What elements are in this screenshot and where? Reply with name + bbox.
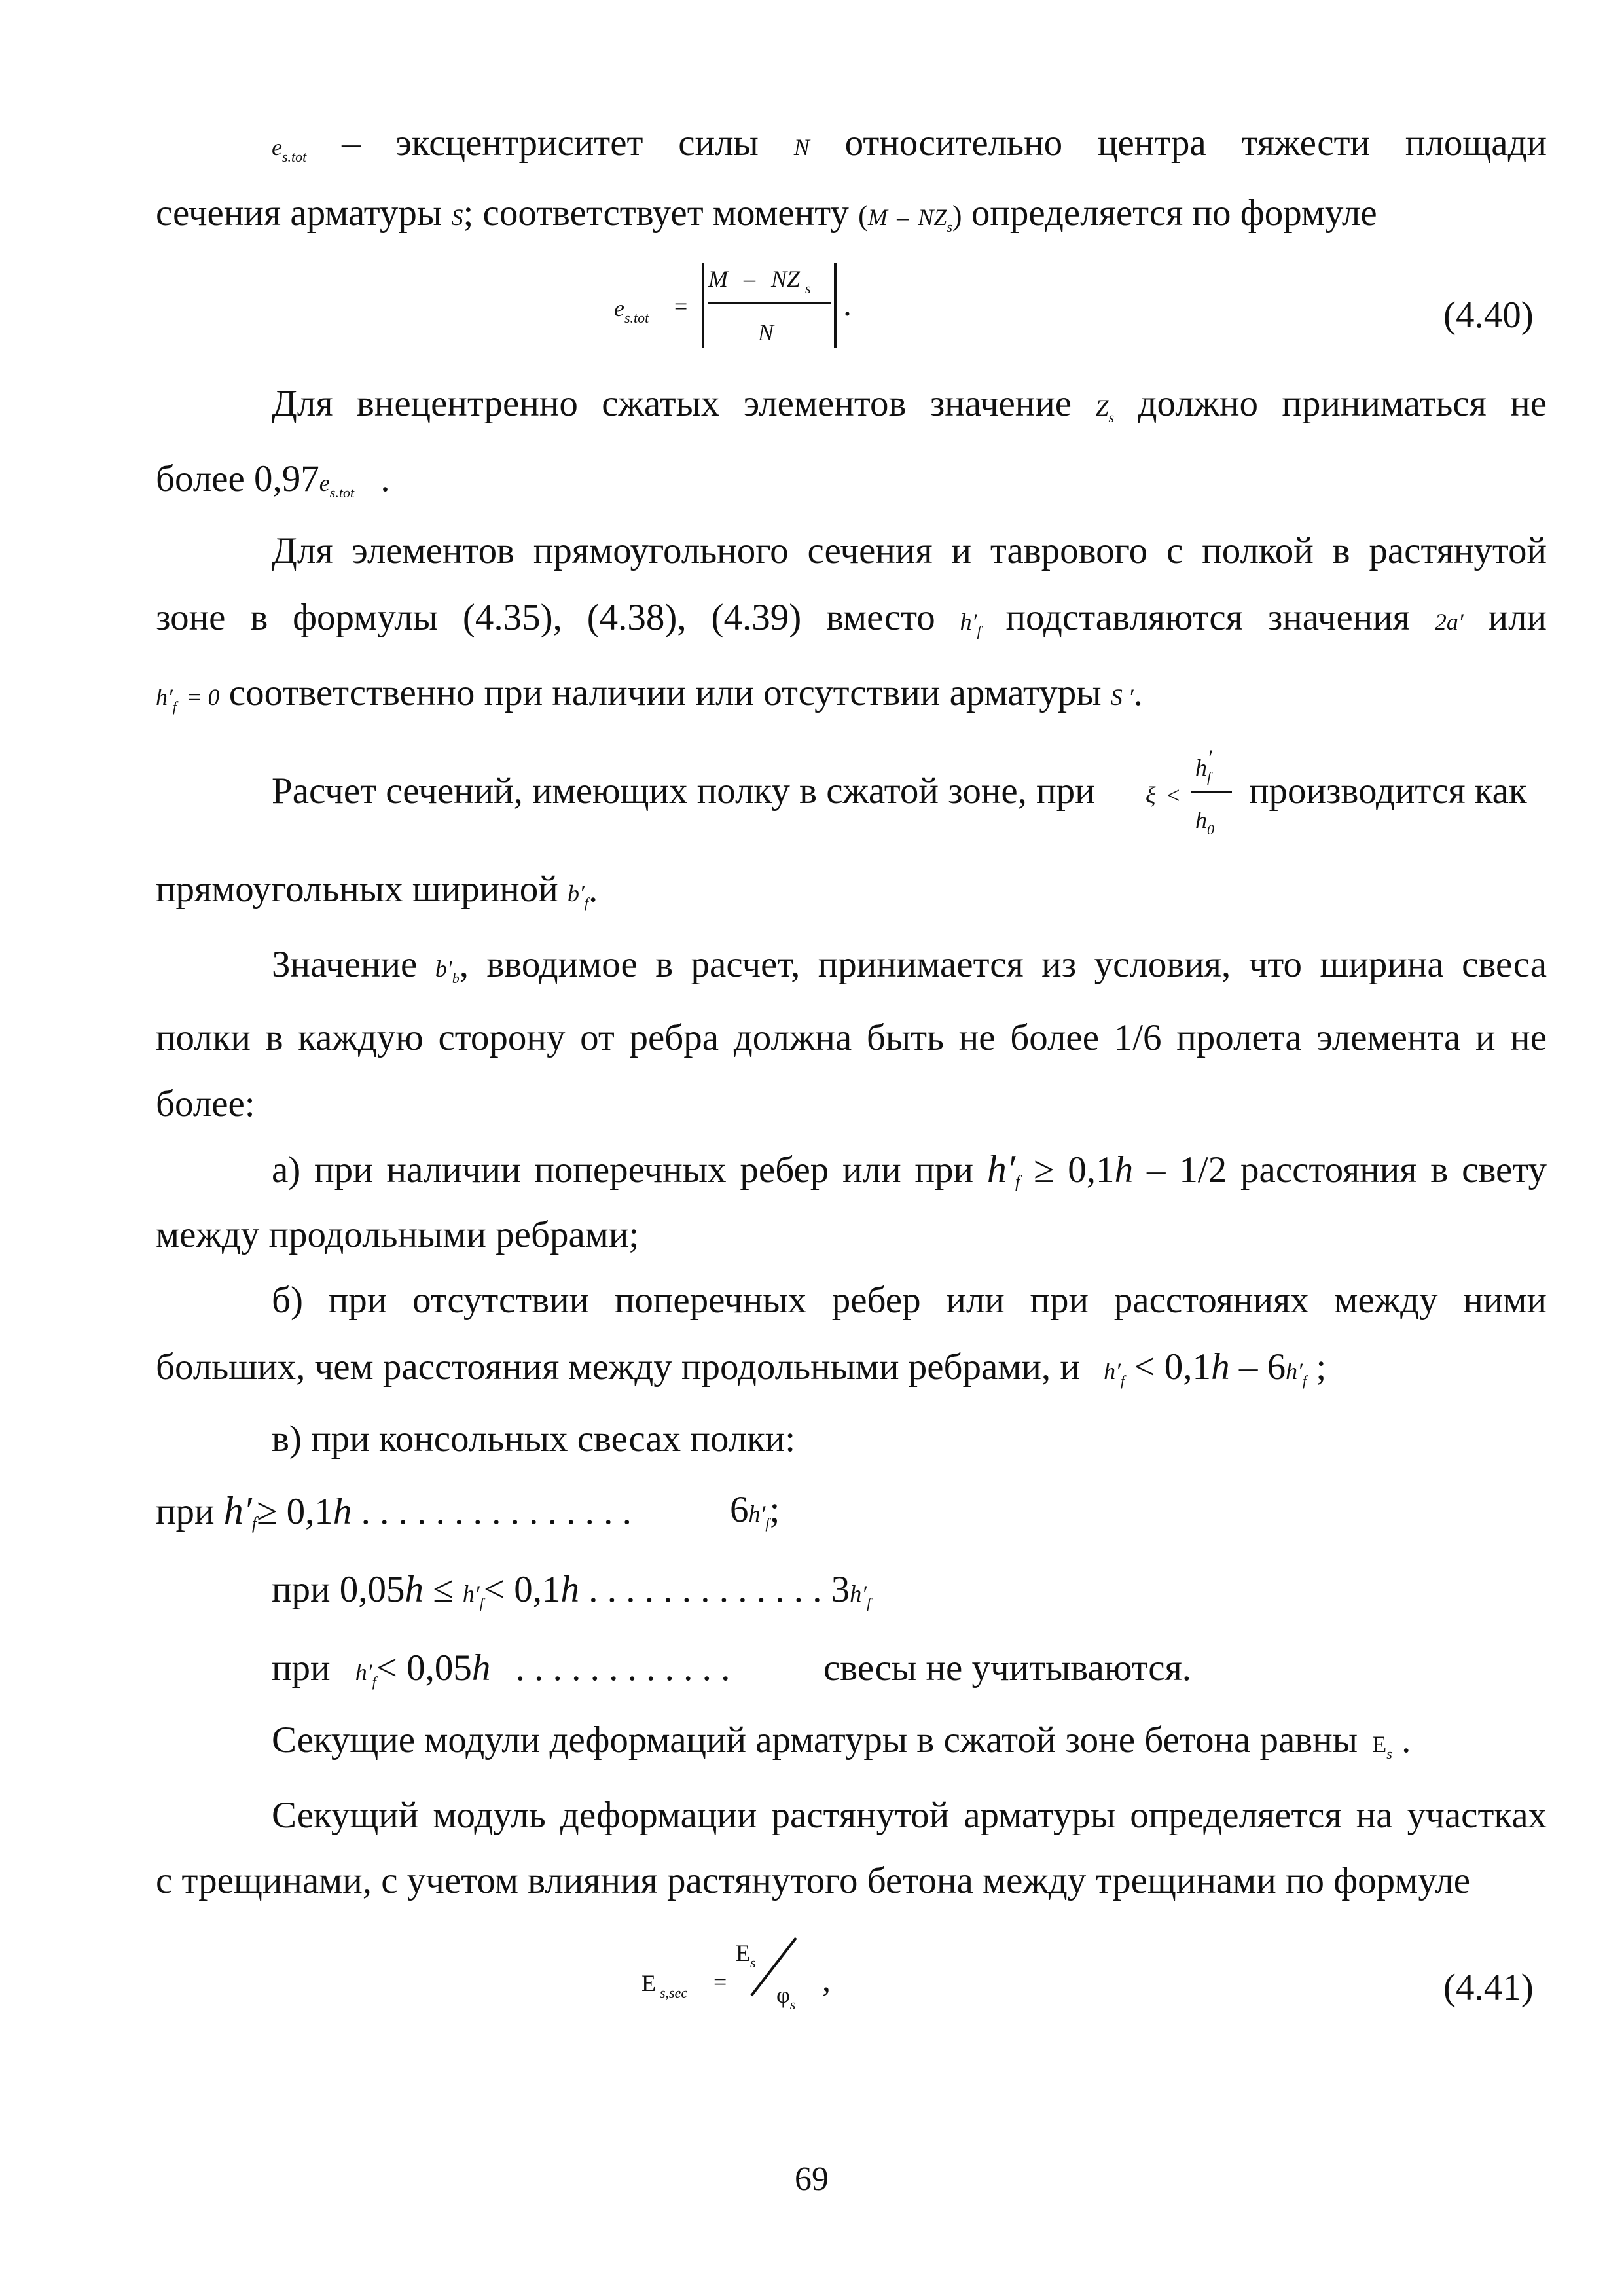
para1-line1: $e_{s.tot}$ – эксцентриситет силы N относительно центра тяжести площади — [272, 122, 1547, 165]
item-c-row1: при h′f≥ 0,1h . . . . . . . . . . . . . . . — [156, 1489, 632, 1533]
fraction-slash — [746, 1934, 805, 2000]
para7-line2: с трещинами, с учетом влияния растянутого бетона между трещинами по формуле — [156, 1860, 1471, 1901]
para4-line1: Расчет сечений, имеющих полку в сжатой зоне, при — [272, 770, 1095, 812]
document-page: $e_{s.tot}$ – эксцентриситет силы N относительно центра тяжести площади сечения арматуры S; соответствует моменту $(M - NZ_s)$ определяется по формуле es.tot = M – NZ s N . (4.40) Для внецентренно сжатых элементов значение $Z_s$ должно приниматься не более $0,97e_{s.tot}$ . Для элементов прямоугольного сечения и таврового с полкой в растянутой зоне в формулы (4.35), (4.38), (4.39) вместо $h'_f$ подставляются значения 2a′ или $h'_f = 0$ соответственно при наличии или отсутствии арматуры S ′. Расчет сечений, имеющих полку в сжатой зоне, при ξ < hf ′ h0 производится как прямоугольных шириной $b'_f$. Значение $b'_b$, вводимое в расчет, принимается из условия, что ширина свеса полки в каждую сторону от ребра должна быть не более 1/6 пролета элемента и не более: а) при наличии поперечных ребер или при h′f ≥ 0,1h – 1/2 расстояния в свету между продольными ребрами; б) при отсутствии поперечных ребер или при расстояниях между ними больших, чем расстояния между продольными ребрами, и $h'_f < 0,1h - 6h'_f$ ; в) при консольных свесах полки: при h′f≥ 0,1h . . . . . . . . . . . . . . . $6h'_f$; при $0,05h \le h'_f< 0,1h$ . . . . . . . . . . . . . $3h'_f$ при $h'_f< 0,05h$ . . . . . . . . . . . . свесы не учитываются. Секущие модули деформаций арматуры в сжатой зоне бетона равны $E_s$ . Секущий модуль деформации растянутой арматуры определяется на участках с трещинами, с учетом влияния растянутого бетона между трещинами по формуле Es,sec = Es φs , (4.41) 69 — [156, 122, 1547, 2198]
para3-line3: $h'_f = 0$ соответственно при наличии или отсутствии арматуры S ′. — [156, 672, 1143, 715]
item-c-row3-note: свесы не учитываются. — [823, 1647, 1192, 1689]
para5-line1: Значение $b'_b$, вводимое в расчет, принимается из условия, что ширина свеса — [272, 944, 1547, 986]
item-c-line1: в) при консольных свесах полки: — [272, 1418, 796, 1460]
para4-line2: прямоугольных шириной $b'_f$. — [156, 869, 598, 911]
item-c-row1-value: $6h'_f$; — [730, 1489, 780, 1532]
para7-line1: Секущий модуль деформации растянутой арматуры определяется на участках — [272, 1795, 1547, 1836]
para1-line2: сечения арматуры S; соответствует моменту $(M - NZ_s)$ определяется по формуле — [156, 192, 1377, 235]
para3-line1: Для элементов прямоугольного сечения и таврового с полкой в растянутой — [272, 530, 1547, 571]
para3-line2: зоне в формулы (4.35), (4.38), (4.39) вместо $h'_f$ подставляются значения 2a′ или — [156, 597, 1547, 639]
item-a-line2: между продольными ребрами; — [156, 1214, 640, 1255]
para5-line2: полки в каждую сторону от ребра должна быть не более 1/6 пролета элемента и не — [156, 1017, 1547, 1058]
item-a-line1: а) при наличии поперечных ребер или при h′f ≥ 0,1h – 1/2 расстояния в свету — [272, 1147, 1547, 1191]
para4-line1-end: производится как — [1249, 770, 1527, 812]
item-c-row2: при $0,05h \le h'_f< 0,1h$ . . . . . . . . . . . . . $3h'_f$ — [272, 1569, 871, 1611]
para2-line1: Для внецентренно сжатых элементов значение $Z_s$ должно приниматься не — [272, 383, 1547, 425]
item-c-row3: при $h'_f< 0,05h$ . . . . . . . . . . . . — [272, 1647, 731, 1690]
para2-line2: более $0,97e_{s.tot}$ . — [156, 458, 390, 501]
para5-line3: более: — [156, 1083, 255, 1124]
page-number: 69 — [795, 2161, 829, 2198]
para6-line1: Секущие модули деформаций арматуры в сжатой зоне бетона равны $E_s$ . — [272, 1719, 1411, 1762]
item-b-line2: больших, чем расстояния между продольными ребрами, и $h'_f < 0,1h - 6h'_f$ ; — [156, 1346, 1327, 1389]
item-b-line1: б) при отсутствии поперечных ребер или при расстояниях между ними — [272, 1280, 1547, 1321]
